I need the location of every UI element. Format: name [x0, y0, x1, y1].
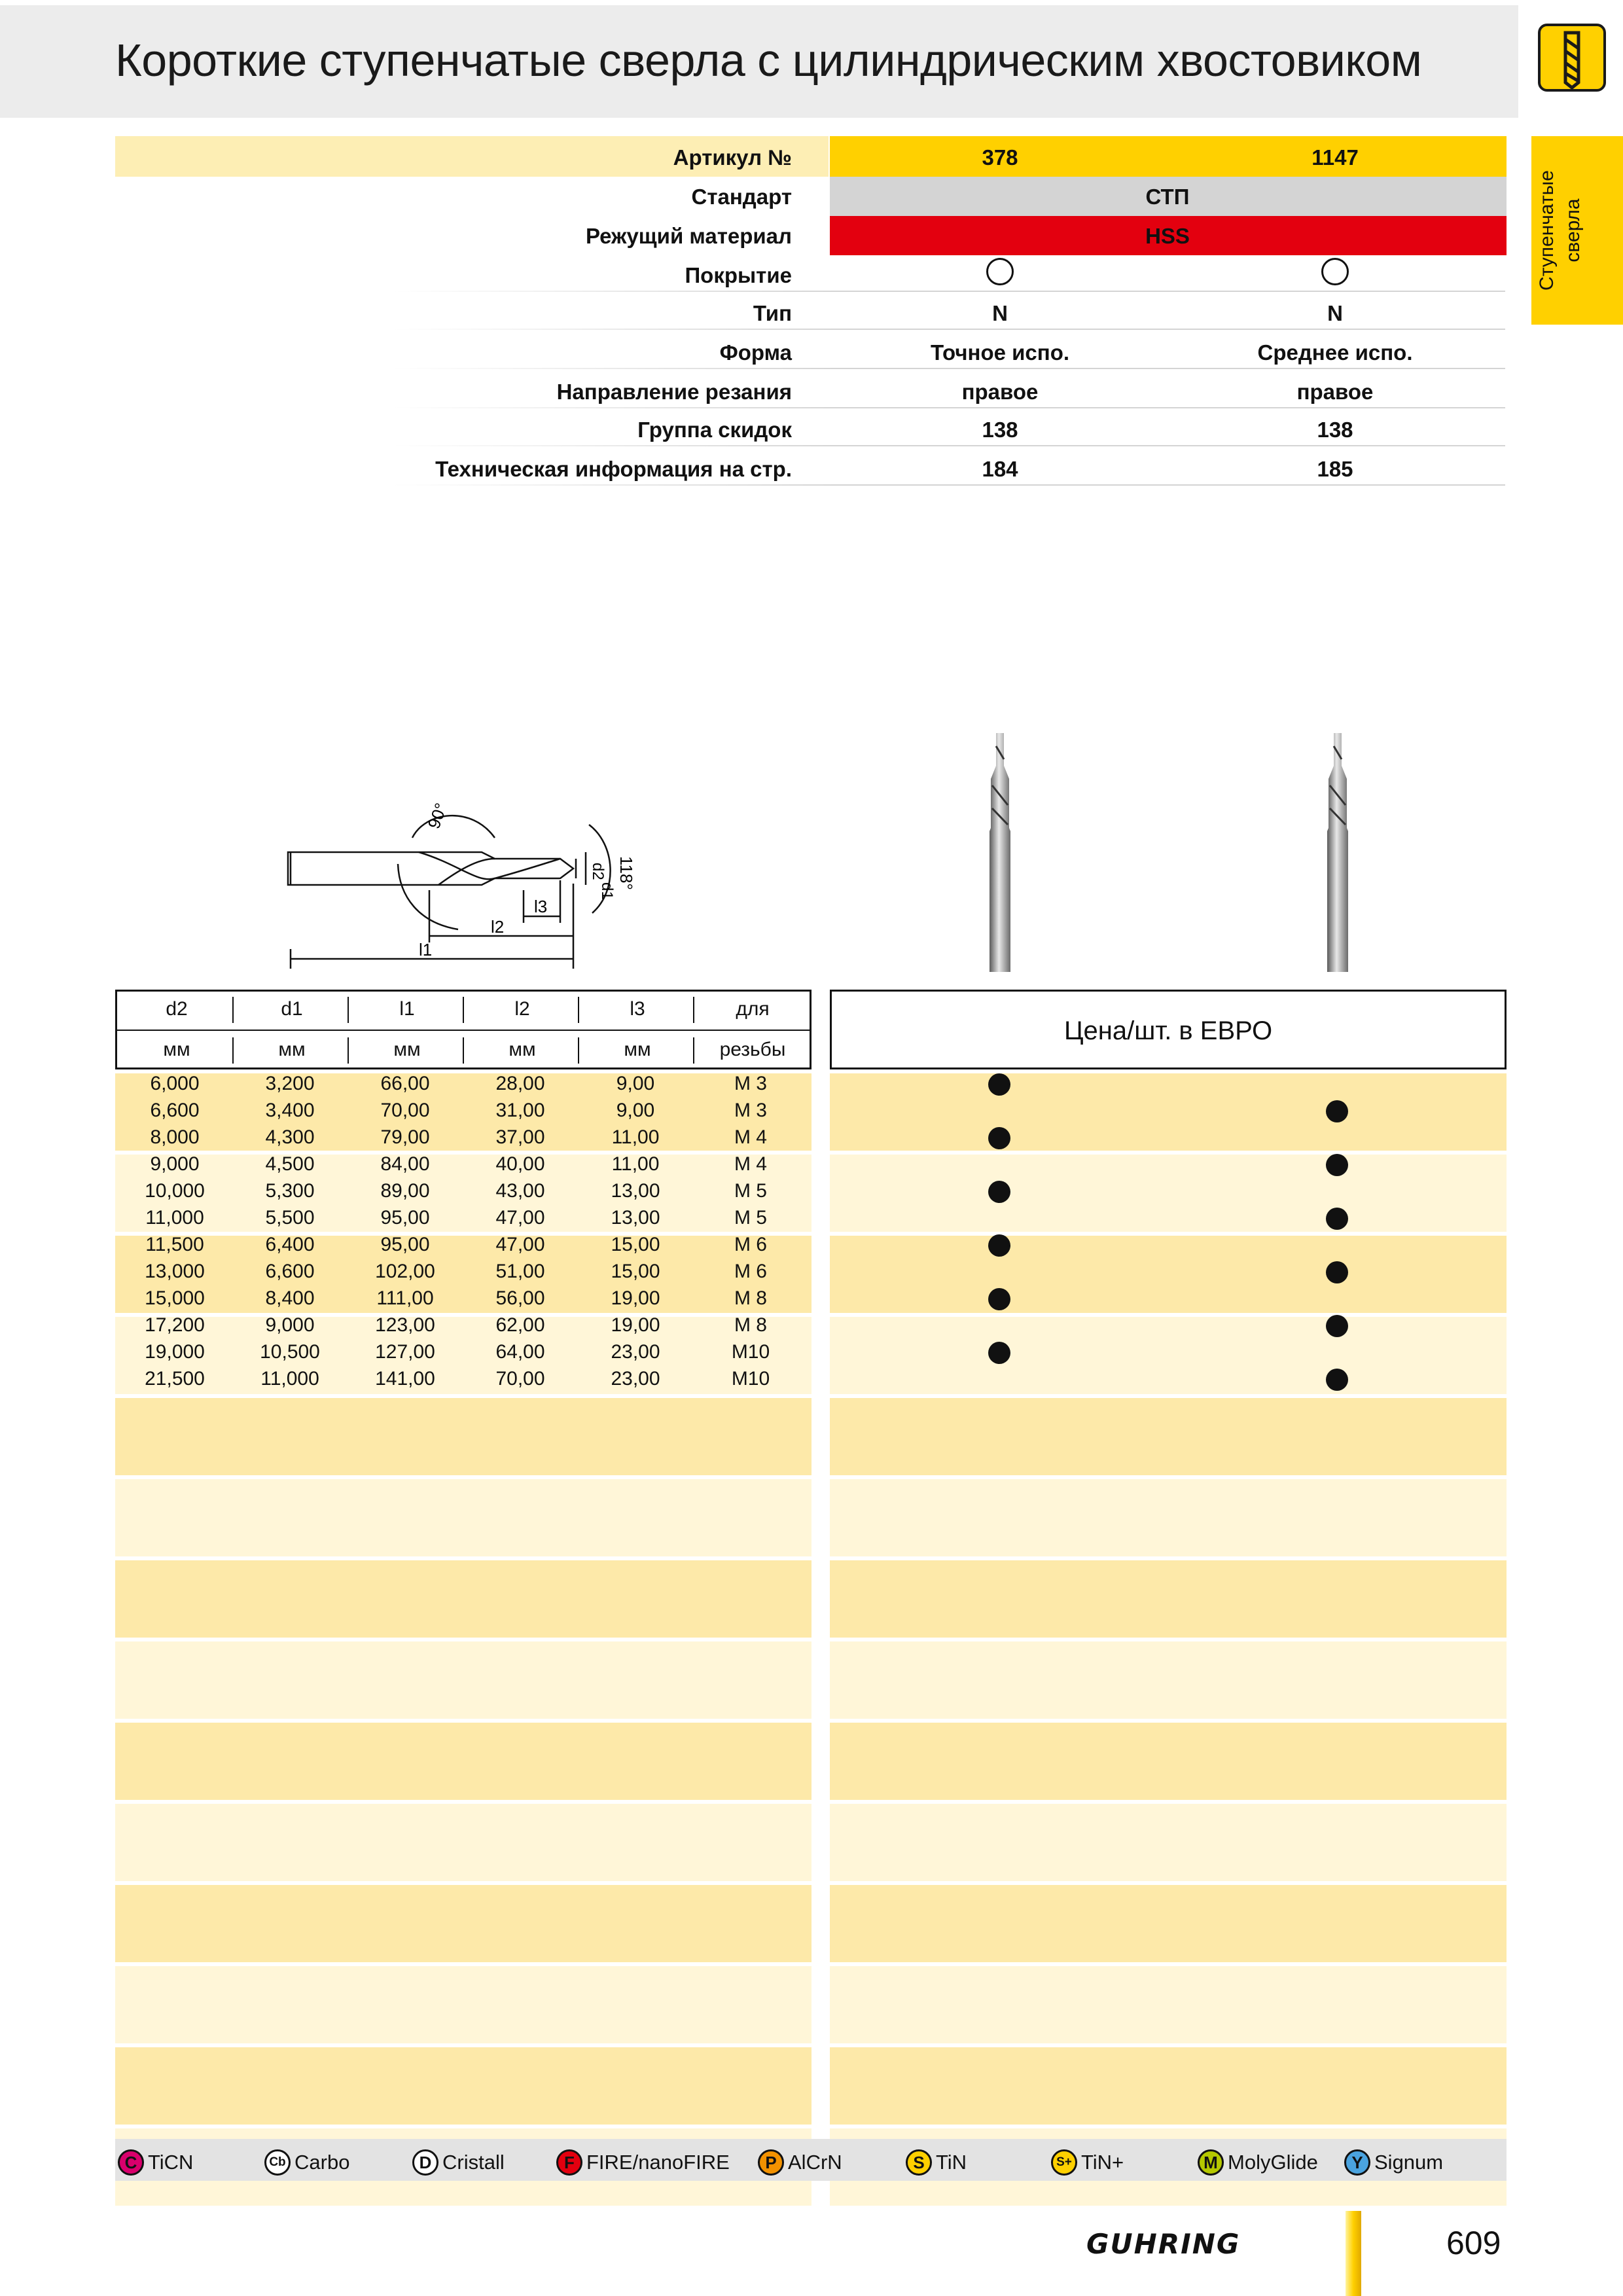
table-band	[115, 1723, 812, 1800]
table-row	[115, 1097, 812, 1124]
page-title: Короткие ступенчатые сверла с цилиндрическим хвостовиком	[115, 35, 1422, 86]
column-unit: резьбы	[719, 1039, 786, 1060]
column-divider	[232, 1037, 234, 1064]
material-label: Режущий материал	[585, 224, 792, 248]
article-value-1: 378	[982, 145, 1018, 170]
table-cell-l1: 95,00	[380, 1234, 430, 1255]
column-unit: мм	[163, 1039, 190, 1060]
form-value-1: Точное испо.	[930, 340, 1070, 365]
table-band	[830, 1155, 1507, 1232]
table-cell-l3: 23,00	[611, 1341, 660, 1363]
availability-dot	[1326, 1369, 1348, 1391]
form-value-2: Среднее испо.	[1257, 340, 1413, 365]
coating-name: Carbo	[294, 2150, 350, 2174]
techinfo-label: Техническая информация на стр.	[435, 457, 792, 481]
column-header: d2	[166, 998, 188, 1020]
table-band	[830, 1885, 1507, 1962]
table-cell-d1: 5,500	[265, 1207, 315, 1229]
coating-value-2	[1165, 258, 1505, 291]
spec-row-techinfo	[0, 449, 1505, 486]
legend-item	[412, 2148, 505, 2174]
price-header-label: Цена/шт. в ЕВРО	[1063, 1016, 1273, 1045]
spec-row-standard	[0, 177, 1505, 213]
table-band	[830, 1723, 1507, 1800]
table-cell-d2: 6,600	[150, 1100, 200, 1121]
column-divider	[348, 997, 349, 1023]
coating-badge-icon: Y	[1344, 2149, 1370, 2176]
table-cell-l2: 43,00	[495, 1180, 545, 1202]
table-cell-l1: 66,00	[380, 1073, 430, 1094]
footer-accent-bar	[1346, 2211, 1361, 2296]
table-row	[115, 1365, 812, 1392]
table-band	[830, 1966, 1507, 2043]
table-cell-d2: 8,000	[150, 1126, 200, 1148]
coating-name: FIRE/nanoFIRE	[586, 2150, 730, 2174]
table-row	[115, 1285, 812, 1312]
coating-label: Покрытие	[685, 263, 792, 287]
discount-value-2: 138	[1317, 418, 1353, 442]
column-header: l2	[514, 998, 530, 1020]
table-cell-l2: 70,00	[495, 1368, 545, 1390]
table-row	[115, 1070, 812, 1097]
table-cell-d2: 11,000	[145, 1207, 204, 1229]
table-cell-d2: 21,500	[145, 1368, 205, 1390]
table-cell-l2: 62,00	[495, 1314, 545, 1336]
table-band	[830, 1804, 1507, 1881]
drawing-angle-top: 90°	[423, 800, 452, 832]
table-cell-l2: 40,00	[495, 1153, 545, 1175]
table-cell-d1: 8,400	[265, 1287, 315, 1309]
table-cell-l3: 11,00	[611, 1126, 660, 1148]
table-cell-d1: 3,400	[265, 1100, 315, 1121]
table-row	[115, 1204, 812, 1231]
row-separator	[393, 484, 1505, 486]
table-row	[115, 1231, 812, 1258]
table-cell-l3: 15,00	[611, 1234, 660, 1255]
table-cell-thread: M 4	[734, 1153, 767, 1175]
table-cell-l2: 56,00	[495, 1287, 545, 1309]
direction-value-1: правое	[961, 380, 1039, 404]
legend-item	[556, 2148, 730, 2174]
legend-item	[758, 2148, 842, 2174]
column-divider	[463, 1037, 464, 1064]
spec-row-direction	[0, 372, 1505, 408]
table-cell-thread: M10	[731, 1341, 770, 1363]
table-cell-d1: 6,600	[265, 1261, 315, 1282]
drawing-angle-tip: 118°	[616, 856, 636, 890]
article-label: Артикул №	[673, 145, 792, 170]
table-cell-l1: 89,00	[380, 1180, 430, 1202]
table-cell-thread: M 8	[734, 1287, 767, 1309]
table-band	[830, 1641, 1507, 1719]
brand-logo: GUHRING	[1086, 2228, 1241, 2260]
table-cell-d2: 11,500	[145, 1234, 204, 1255]
table-row	[115, 1177, 812, 1204]
table-band	[830, 2047, 1507, 2125]
drawing-l2: l2	[491, 917, 505, 937]
standard-value: СТП	[1145, 185, 1190, 209]
type-value-2: N	[1327, 301, 1343, 325]
techinfo-link-2[interactable]: 185	[1317, 457, 1353, 481]
table-band	[115, 1398, 812, 1475]
table-cell-thread: M 5	[734, 1207, 767, 1229]
availability-dot	[988, 1127, 1010, 1149]
price-table-header	[830, 990, 1507, 1069]
coating-badge-icon: S	[906, 2149, 932, 2176]
table-cell-l3: 23,00	[611, 1368, 660, 1390]
table-cell-l1: 123,00	[375, 1314, 435, 1336]
table-cell-d1: 4,300	[265, 1126, 315, 1148]
table-cell-thread: M10	[731, 1368, 770, 1390]
dimensions-table-header	[115, 990, 812, 1069]
table-row	[115, 1258, 812, 1285]
table-cell-d1: 5,300	[265, 1180, 315, 1202]
legend-item	[118, 2148, 193, 2174]
table-cell-d2: 17,200	[145, 1314, 205, 1336]
type-label: Тип	[753, 301, 792, 325]
side-tab-label: Ступенчатые сверла	[1536, 170, 1584, 291]
availability-dot	[988, 1288, 1010, 1310]
column-divider	[463, 997, 464, 1023]
drawing-d1: d1	[598, 882, 616, 900]
table-cell-d1: 11,000	[260, 1368, 319, 1390]
empty-circle-icon	[1321, 258, 1349, 285]
availability-dot	[1326, 1261, 1348, 1283]
table-cell-d2: 19,000	[145, 1341, 205, 1363]
table-cell-l2: 64,00	[495, 1341, 545, 1363]
table-row	[115, 1338, 812, 1365]
column-header: d1	[281, 998, 303, 1020]
coating-badge-icon: C	[118, 2149, 144, 2176]
table-cell-thread: M 6	[734, 1261, 767, 1282]
table-band	[115, 1641, 812, 1719]
direction-label: Направление резания	[556, 380, 792, 404]
coating-name: TiN+	[1081, 2150, 1124, 2174]
spec-row-discount	[0, 410, 1505, 446]
table-cell-thread: M 3	[734, 1100, 767, 1121]
table-cell-l1: 79,00	[380, 1126, 430, 1148]
row-separator	[393, 291, 1505, 292]
availability-dot	[988, 1181, 1010, 1203]
spec-row-coating	[0, 255, 1505, 292]
row-separator	[393, 407, 1505, 408]
table-cell-l3: 13,00	[611, 1180, 660, 1202]
table-cell-l2: 47,00	[495, 1234, 545, 1255]
page-number: 609	[1446, 2225, 1501, 2261]
legend-item	[906, 2148, 967, 2174]
table-cell-l2: 47,00	[495, 1207, 545, 1229]
column-unit: мм	[393, 1039, 421, 1060]
table-cell-l3: 19,00	[611, 1287, 660, 1309]
material-value: HSS	[1145, 224, 1190, 248]
legend-item	[264, 2148, 349, 2174]
table-cell-d1: 9,000	[265, 1314, 315, 1336]
table-cell-l2: 51,00	[495, 1261, 545, 1282]
legend-item	[1051, 2148, 1124, 2174]
table-cell-thread: M 8	[734, 1314, 767, 1336]
coating-name: Cristall	[442, 2150, 505, 2174]
table-band	[115, 1560, 812, 1638]
drawing-d2: d2	[589, 863, 607, 880]
form-label: Форма	[719, 340, 792, 365]
table-band	[830, 1073, 1507, 1151]
row-separator	[393, 329, 1505, 330]
column-header: l1	[399, 998, 415, 1020]
technical-drawing	[262, 798, 668, 982]
discount-label: Группа скидок	[637, 418, 792, 442]
table-cell-l2: 31,00	[495, 1100, 545, 1121]
type-value-1: N	[992, 301, 1008, 325]
table-cell-thread: M 3	[734, 1073, 767, 1094]
column-divider	[578, 997, 579, 1023]
table-band	[115, 2047, 812, 2125]
standard-label: Стандарт	[691, 185, 792, 209]
spec-row-material	[0, 216, 1505, 253]
drill-photo-2	[1318, 733, 1357, 975]
availability-dot	[1326, 1154, 1348, 1176]
table-cell-d2: 9,000	[150, 1153, 200, 1175]
table-cell-l3: 15,00	[611, 1261, 660, 1282]
row-separator	[393, 445, 1505, 446]
table-cell-d1: 6,400	[265, 1234, 315, 1255]
coating-name: TiN	[936, 2150, 967, 2174]
table-band	[115, 1966, 812, 2043]
availability-dot	[1326, 1208, 1348, 1230]
table-band	[830, 1236, 1507, 1313]
table-cell-d1: 3,200	[265, 1073, 315, 1094]
availability-dot	[1326, 1100, 1348, 1122]
coating-badge-icon: Cb	[264, 2149, 291, 2176]
table-cell-l3: 19,00	[611, 1314, 660, 1336]
column-unit: мм	[278, 1039, 306, 1060]
table-cell-l1: 111,00	[376, 1287, 434, 1309]
table-cell-l1: 102,00	[375, 1261, 435, 1282]
table-band	[830, 1479, 1507, 1556]
table-cell-d2: 15,000	[145, 1287, 205, 1309]
table-cell-l3: 9,00	[616, 1073, 655, 1094]
column-divider	[232, 997, 234, 1023]
column-unit: мм	[508, 1039, 536, 1060]
availability-dot	[988, 1073, 1010, 1096]
table-cell-l3: 13,00	[611, 1207, 660, 1229]
coating-badge-icon: M	[1198, 2149, 1224, 2176]
drill-photo-1	[980, 733, 1020, 975]
table-row	[115, 1124, 812, 1151]
table-band	[830, 1317, 1507, 1394]
table-band	[115, 1885, 812, 1962]
coating-value-1	[830, 258, 1170, 291]
table-cell-l1: 84,00	[380, 1153, 430, 1175]
coating-badge-icon: S+	[1051, 2149, 1077, 2176]
row-separator	[393, 368, 1505, 369]
table-cell-l3: 9,00	[616, 1100, 655, 1121]
table-cell-d1: 4,500	[265, 1153, 315, 1175]
header-divider	[117, 1030, 810, 1031]
drill-logo-icon	[1538, 24, 1606, 92]
techinfo-link-1[interactable]: 184	[982, 457, 1018, 481]
table-cell-d2: 10,000	[145, 1180, 205, 1202]
coating-name: TiCN	[148, 2150, 194, 2174]
table-row	[115, 1312, 812, 1338]
table-cell-l1: 141,00	[375, 1368, 435, 1390]
coating-badge-icon: F	[556, 2149, 582, 2176]
availability-dot	[988, 1234, 1010, 1257]
spec-row-form	[0, 332, 1505, 369]
availability-dot	[988, 1342, 1010, 1364]
coating-name: Signum	[1374, 2150, 1444, 2174]
table-cell-thread: M 4	[734, 1126, 767, 1148]
column-header: для	[736, 998, 770, 1020]
table-row	[115, 1151, 812, 1177]
direction-value-2: правое	[1296, 380, 1374, 404]
column-divider	[578, 1037, 579, 1064]
spec-row-article	[0, 137, 1505, 174]
coating-badge-icon: P	[758, 2149, 784, 2176]
table-cell-l2: 28,00	[495, 1073, 545, 1094]
column-unit: мм	[624, 1039, 651, 1060]
table-band	[115, 1804, 812, 1881]
discount-value-1: 138	[982, 418, 1018, 442]
column-header: l3	[630, 998, 645, 1020]
column-divider	[348, 1037, 349, 1064]
table-band	[830, 1398, 1507, 1475]
coating-name: MolyGlide	[1228, 2150, 1318, 2174]
table-band	[830, 1560, 1507, 1638]
availability-dot	[1326, 1315, 1348, 1337]
table-cell-l1: 127,00	[375, 1341, 435, 1363]
empty-circle-icon	[986, 258, 1014, 285]
table-cell-d1: 10,500	[260, 1341, 320, 1363]
table-cell-thread: M 6	[734, 1234, 767, 1255]
drawing-l1: l1	[419, 940, 433, 960]
table-cell-l1: 70,00	[380, 1100, 430, 1121]
coating-name: AlCrN	[788, 2150, 842, 2174]
table-cell-d2: 13,000	[145, 1261, 205, 1282]
drawing-l3: l3	[534, 897, 548, 916]
table-band	[115, 1479, 812, 1556]
column-divider	[693, 997, 694, 1023]
table-cell-d2: 6,000	[150, 1073, 200, 1094]
article-value-2: 1147	[1311, 145, 1359, 170]
coating-badge-icon: D	[412, 2149, 438, 2176]
table-cell-l1: 95,00	[380, 1207, 430, 1229]
table-cell-thread: M 5	[734, 1180, 767, 1202]
column-divider	[693, 1037, 694, 1064]
spec-row-type	[0, 293, 1505, 330]
table-cell-l3: 11,00	[611, 1153, 660, 1175]
table-cell-l2: 37,00	[495, 1126, 545, 1148]
legend-item	[1198, 2148, 1318, 2174]
legend-item	[1344, 2148, 1443, 2174]
